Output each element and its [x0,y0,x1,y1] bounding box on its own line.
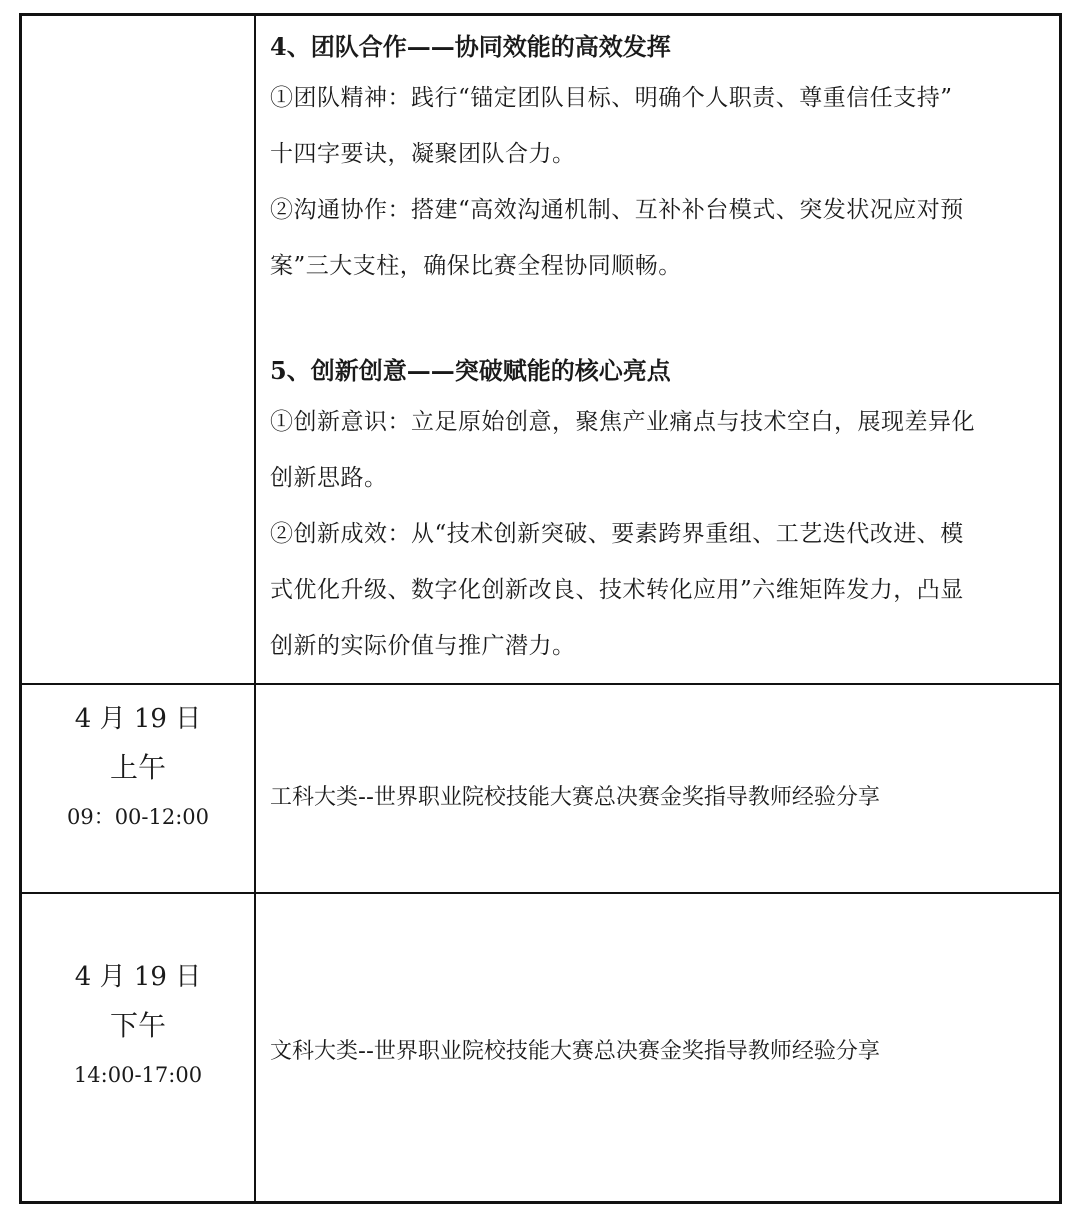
section-4-item-1-line-1: ①团队精神：践行“锚定团队目标、明确个人职责、尊重信任支持” [270,85,953,111]
section-5-item-1 [270,394,1055,506]
schedule-period: 下午 [109,1009,166,1042]
schedule-row-1-time-cell [22,697,254,839]
row-divider [19,683,1062,685]
section-5-item-2-line-2: 式优化升级、数字化创新改良、技术转化应用”六维矩阵发力，凸显 [270,577,964,603]
section-4-heading: 4、团队合作——协同效能的高效发挥 [270,32,671,61]
section-5-item-2 [270,506,1055,674]
section-4-item-2-line-2: 案”三大支柱，确保比赛全程协同顺畅。 [270,253,682,279]
row-divider [19,892,1062,894]
section-spacer [270,294,1055,348]
column-divider [254,13,256,1204]
section-4-item-1 [270,70,1055,182]
schedule-date: 4 月 19 日 [74,962,202,992]
section-5-item-1-line-2: 创新思路。 [270,465,388,491]
schedule-period: 上午 [109,751,166,784]
schedule-row-2-content: 文科大类--世界职业院校技能大赛总决赛金奖指导教师经验分享 [270,1039,880,1064]
schedule-time: 14:00-17:00 [73,1063,203,1087]
section-5-item-1-line-1: ①创新意识：立足原始创意，聚焦产业痛点与技术空白，展现差异化 [270,409,975,435]
section-5-item-2-line-3: 创新的实际价值与推广潜力。 [270,633,576,659]
schedule-row-2-time-cell [22,955,254,1097]
criteria-content [270,24,1055,674]
schedule-time: 09：00-12:00 [66,805,210,829]
section-4-item-2-line-1: ②沟通协作：搭建“高效沟通机制、互补补台模式、突发状况应对预 [270,197,964,223]
schedule-row-1-content: 工科大类--世界职业院校技能大赛总决赛金奖指导教师经验分享 [270,785,880,810]
section-4-item-2 [270,182,1055,294]
section-5-heading: 5、创新创意——突破赋能的核心亮点 [270,356,671,385]
schedule-date: 4 月 19 日 [74,704,202,734]
section-5-item-2-line-1: ②创新成效：从“技术创新突破、要素跨界重组、工艺迭代改进、模 [270,521,964,547]
section-4-item-1-line-2: 十四字要诀，凝聚团队合力。 [270,141,576,167]
